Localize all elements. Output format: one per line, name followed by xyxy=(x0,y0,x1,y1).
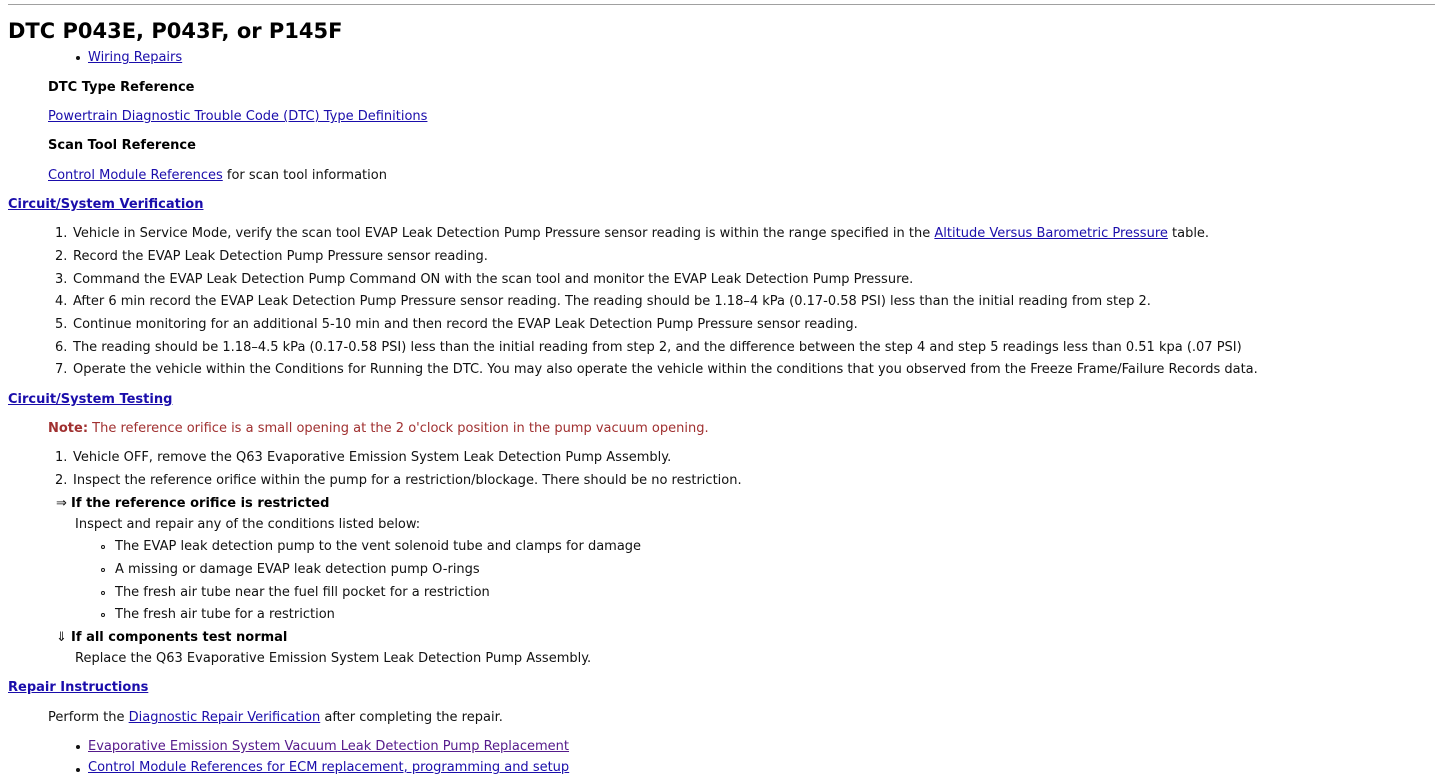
note-text: The reference orifice is a small opening at the 2 o'clock position in the pump vacuum opening. xyxy=(88,421,709,436)
circle-bullet-icon xyxy=(101,591,105,595)
scan-tool-heading: Scan Tool Reference xyxy=(48,138,196,153)
bullet-icon xyxy=(76,745,80,749)
circle-bullet-icon xyxy=(101,545,105,549)
verification-step-5: 5. Continue monitoring for an additional 5-10 min and then record the EVAP Leak Detection Pump Pressure sensor reading. xyxy=(55,317,858,332)
branch-normal xyxy=(56,630,287,645)
diagnostic-repair-verification-link[interactable]: Diagnostic Repair Verification xyxy=(128,710,321,725)
condition-item: The fresh air tube for a restriction xyxy=(115,607,335,622)
branch-restricted-label: If the reference orifice is restricted xyxy=(71,496,330,511)
condition-item: The EVAP leak detection pump to the vent solenoid tube and clamps for damage xyxy=(115,539,642,554)
dtc-type-definitions-link[interactable]: Powertrain Diagnostic Trouble Code (DTC) Type Definitions xyxy=(48,109,428,124)
bullet-icon xyxy=(76,768,80,772)
down-arrow-icon: ⇓ xyxy=(56,630,67,645)
verification-step-2: 2. Record the EVAP Leak Detection Pump Pressure sensor reading. xyxy=(55,249,488,264)
verification-step-7: 7. Operate the vehicle within the Conditions for Running the DTC. You may also operate the vehicle within the conditions that you observed from the Freeze Frame/Failure Records data. xyxy=(55,362,1258,377)
repair-perform-line: Perform the Diagnostic Repair Verification after completing the repair. xyxy=(48,710,503,725)
verification-heading-link[interactable]: Circuit/System Verification xyxy=(8,197,204,212)
verification-step-4: 4. After 6 min record the EVAP Leak Detection Pump Pressure sensor reading. The reading should be 1.18–4 kPa (0.17-0.58 PSI) less than the initial reading from step 2. xyxy=(55,294,1151,309)
branch-restricted xyxy=(56,496,329,511)
scan-tool-line xyxy=(48,168,387,183)
circle-bullet-icon xyxy=(101,613,105,617)
branch-normal-text: Replace the Q63 Evaporative Emission System Leak Detection Pump Assembly. xyxy=(75,651,592,666)
verification-step-1: 1. Vehicle in Service Mode, verify the scan tool EVAP Leak Detection Pump Pressure sensor reading is within the range specified in the Altitude Versus Barometric Pressure table. xyxy=(55,226,1210,241)
condition-item: A missing or damage EVAP leak detection pump O-rings xyxy=(115,562,480,577)
bullet-icon xyxy=(76,56,80,60)
note-label: Note: xyxy=(48,421,89,436)
pump-replacement-link[interactable]: Evaporative Emission System Vacuum Leak Detection Pump Replacement xyxy=(88,739,570,754)
testing-step-1: 1. Vehicle OFF, remove the Q63 Evaporative Emission System Leak Detection Pump Assembly. xyxy=(55,450,672,465)
verification-step-6: 6. The reading should be 1.18–4.5 kPa (0.17-0.58 PSI) less than the initial reading from step 2, and the difference between the step 4 and step 5 readings less than 0.51 kpa (.07 PSI) xyxy=(55,340,1242,355)
branch-restricted-intro: Inspect and repair any of the conditions listed below: xyxy=(75,517,421,532)
branch-normal-label: If all components test normal xyxy=(71,630,288,645)
repair-heading-link[interactable]: Repair Instructions xyxy=(8,680,149,695)
page-title: DTC P043E, P043F, or P145F xyxy=(8,19,343,43)
scan-tool-suffix: for scan tool information xyxy=(222,168,387,183)
testing-step-2: 2. Inspect the reference orifice within the pump for a restriction/blockage. There should be no restriction. xyxy=(55,473,742,488)
circle-bullet-icon xyxy=(101,568,105,572)
testing-note xyxy=(48,421,709,436)
ecm-control-module-link[interactable]: Control Module References for ECM replacement, programming and setup xyxy=(88,760,570,775)
control-module-references-link[interactable]: Control Module References xyxy=(48,168,223,183)
right-arrow-icon: ⇒ xyxy=(56,496,67,511)
wiring-repairs-link[interactable]: Wiring Repairs xyxy=(88,50,183,65)
verification-step-3: 3. Command the EVAP Leak Detection Pump Command ON with the scan tool and monitor the EVAP Leak Detection Pump Pressure. xyxy=(55,272,914,287)
condition-item: The fresh air tube near the fuel fill pocket for a restriction xyxy=(115,585,490,600)
top-rule xyxy=(8,4,1435,5)
altitude-barometric-link[interactable]: Altitude Versus Barometric Pressure xyxy=(934,226,1168,241)
testing-heading-link[interactable]: Circuit/System Testing xyxy=(8,392,173,407)
dtc-type-heading: DTC Type Reference xyxy=(48,80,195,95)
